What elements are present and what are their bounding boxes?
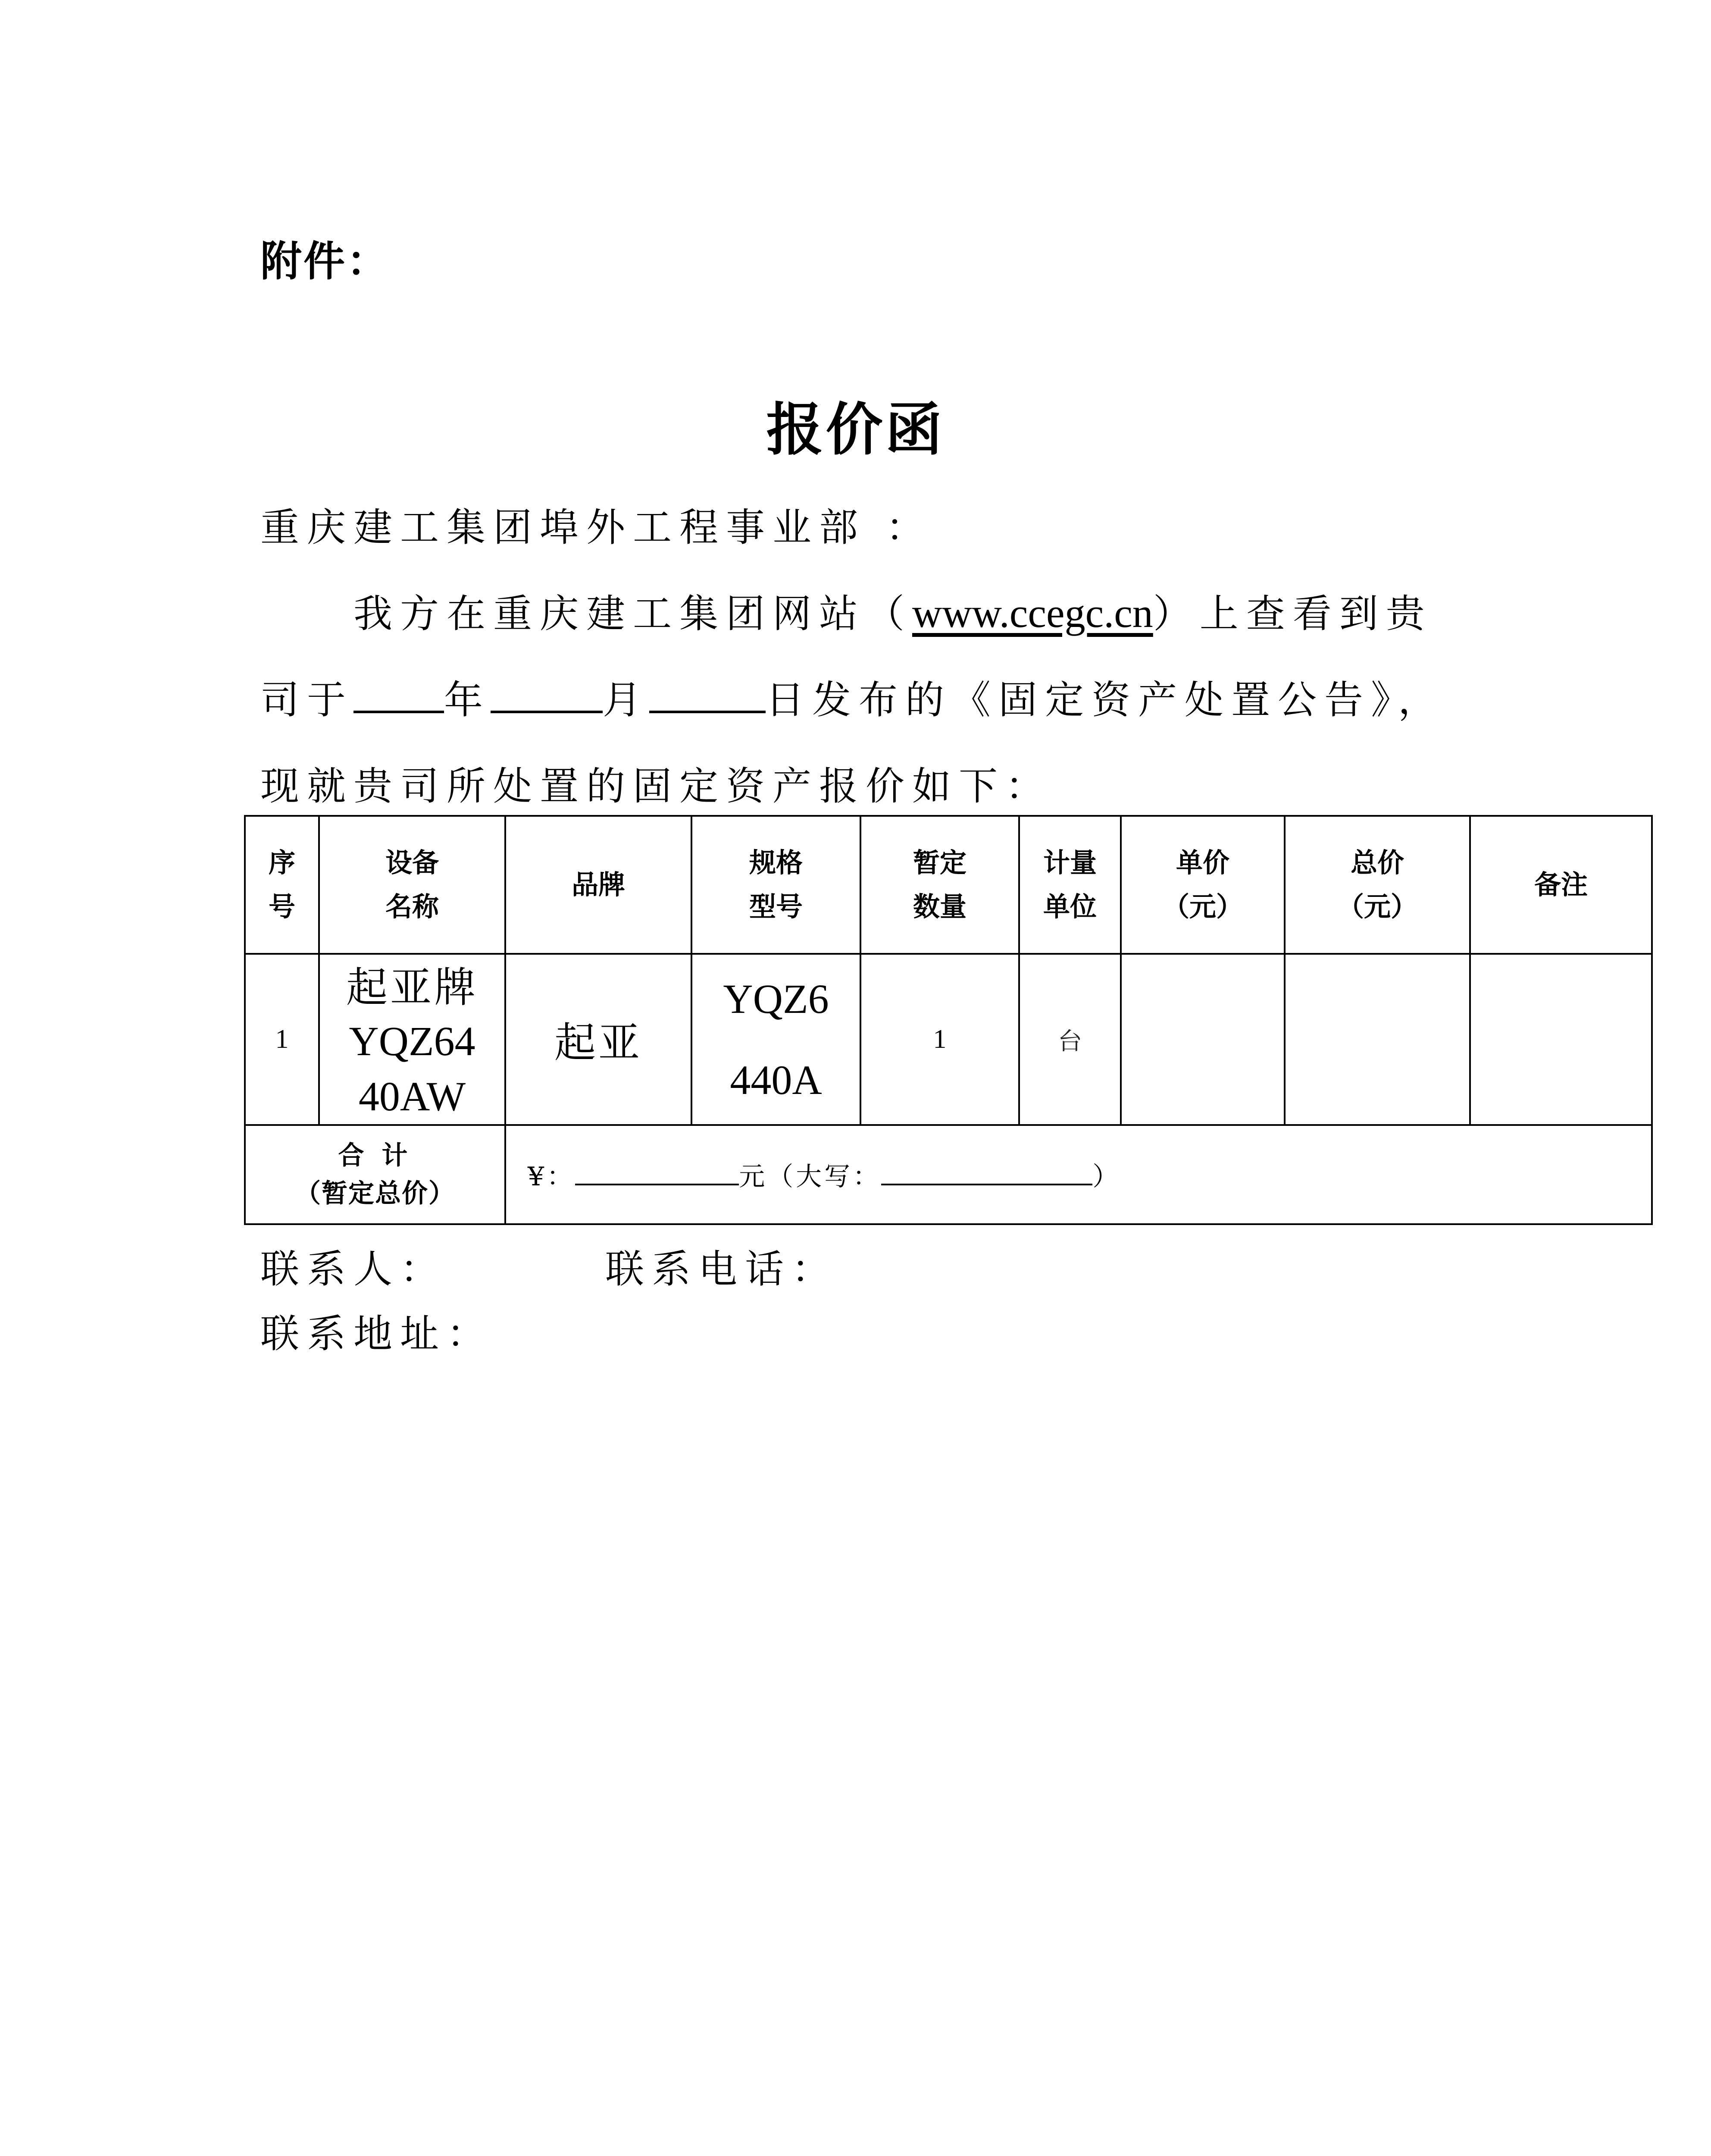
row-remark[interactable] bbox=[1470, 954, 1652, 1125]
total-amount-field bbox=[505, 1125, 1652, 1224]
contact-person-label: 联系人： bbox=[260, 1247, 447, 1292]
day-blank[interactable] bbox=[649, 676, 766, 713]
quote-table bbox=[244, 815, 1653, 1225]
body-line-1-prefix: 我方在重庆建工集团网站（ bbox=[353, 591, 912, 636]
total-label: 合 计 （暂定总价） bbox=[245, 1125, 505, 1224]
year-label: 年 bbox=[444, 677, 491, 723]
attachment-label: 附件： bbox=[260, 237, 390, 285]
month-blank[interactable] bbox=[491, 676, 603, 713]
header-equipment-name: 设备 名称 bbox=[319, 816, 505, 954]
header-model: 规格 型号 bbox=[691, 816, 860, 954]
row-index: 1 bbox=[245, 954, 319, 1125]
body-line-1-suffix: ）上查看到贵 bbox=[1153, 591, 1433, 636]
contact-phone-label: 联系电话： bbox=[605, 1247, 838, 1292]
body-line-2 bbox=[260, 668, 1445, 724]
website-url: www.ccegc.cn bbox=[912, 590, 1153, 636]
row-brand: 起亚 bbox=[505, 954, 691, 1125]
page-title: 报价函 bbox=[766, 397, 945, 463]
body-line-2-start: 司于 bbox=[260, 677, 353, 723]
total-row bbox=[245, 1125, 1652, 1224]
row-unit: 台 bbox=[1019, 954, 1121, 1125]
row-total-price[interactable] bbox=[1285, 954, 1470, 1125]
table-row bbox=[245, 954, 1652, 1125]
row-quantity: 1 bbox=[860, 954, 1019, 1125]
close-paren: ） bbox=[1092, 1162, 1121, 1192]
total-amount-blank[interactable] bbox=[575, 1162, 739, 1185]
body-line-2-end: 日发布的《固定资产处置公告》， bbox=[766, 677, 1445, 723]
total-uppercase-blank[interactable] bbox=[881, 1162, 1092, 1185]
contact-line bbox=[260, 1238, 838, 1294]
header-brand: 品牌 bbox=[505, 816, 691, 954]
header-remark: 备注 bbox=[1470, 816, 1652, 954]
row-model: YQZ6 440A bbox=[691, 954, 860, 1125]
header-unit: 计量 单位 bbox=[1019, 816, 1121, 954]
row-equipment-name: 起亚牌 YQZ64 40AW bbox=[319, 954, 505, 1125]
header-unit-price: 单价 （元） bbox=[1121, 816, 1285, 954]
header-index: 序 号 bbox=[245, 816, 319, 954]
month-label: 月 bbox=[603, 677, 649, 723]
currency-symbol: ¥： bbox=[528, 1162, 576, 1192]
body-line-1 bbox=[353, 582, 1433, 638]
yuan-label: 元（大写： bbox=[739, 1162, 882, 1192]
table-header-row bbox=[245, 816, 1652, 954]
contact-address-label: 联系地址： bbox=[260, 1311, 493, 1357]
year-blank[interactable] bbox=[353, 676, 444, 713]
addressee: 重庆建工集团埠外工程事业部 ： bbox=[260, 505, 932, 550]
body-line-3: 现就贵司所处置的固定资产报价如下： bbox=[260, 764, 1052, 809]
header-quantity: 暂定 数量 bbox=[860, 816, 1019, 954]
header-total-price: 总价 （元） bbox=[1285, 816, 1470, 954]
row-unit-price[interactable] bbox=[1121, 954, 1285, 1125]
